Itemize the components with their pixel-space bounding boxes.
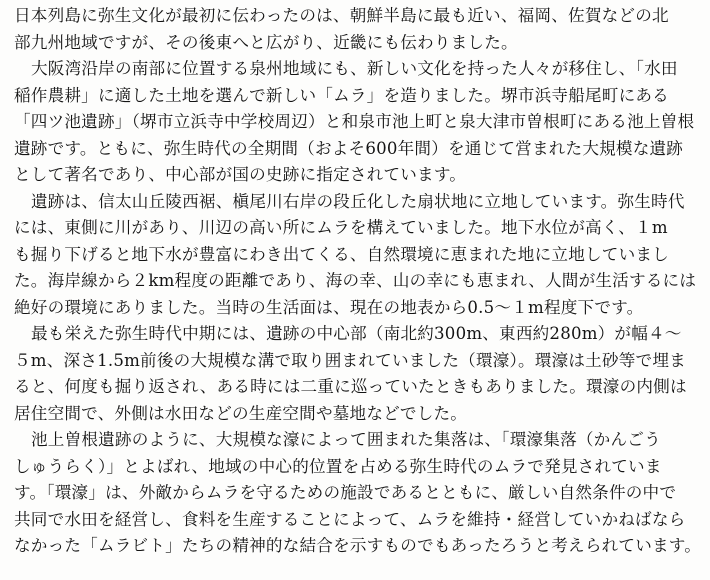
paragraph-5-line-2: しゅうらく）」とよばれ、地域の中心的位置を占める弥生時代のムラで発見されていま — [14, 456, 662, 476]
paragraph-3-line-2: には、東側に川があり、川辺の高い所にムラを構えていました。地下水位が高く、１m — [14, 218, 668, 237]
paragraph-4-line-1: 最も栄えた弥生時代中期には、遺跡の中心部（南北約300m、東西約280m）が幅４～ — [31, 324, 682, 343]
paragraph-1-line-2: 部九州地域ですが、その後東へと広がり、近畿にも伝わりました。 — [14, 32, 518, 52]
paragraph-3 — [14, 189, 704, 322]
paragraph-2-line-5: として著名であり、中心部が国の史跡に指定されています。 — [14, 165, 467, 184]
paragraph-4-line-4: 居住空間で、外側は水田などの生産空間や墓地などでした。 — [14, 403, 468, 423]
paragraph-2-line-1: 大阪湾沿岸の南部に位置する泉州地域にも、新しい文化を持った人々が移住し、「水田 — [31, 59, 678, 78]
paragraph-4 — [14, 321, 704, 427]
paragraph-5-line-1: 池上曽根遺跡のように、大規模な濠によって囲まれた集落は、「環濠集落（かんごう — [31, 430, 661, 449]
paragraph-5-line-3: す。「環濠」は、外敵からムラを守るための施設であるとともに、厳しい自然条件の中で — [14, 483, 677, 502]
paragraph-2-line-4: 遺跡です。ともに、弥生時代の全期間（およそ600年間）を通じて営まれた大規模な遺跡 — [14, 138, 684, 158]
paragraph-4-line-2: ５m、深さ1.5m前後の大規模な溝で取り囲まれていました（環濠）。環濠は土砂等で埋ま — [14, 350, 686, 370]
paragraph-2 — [14, 56, 704, 189]
paragraph-3-line-1: 遺跡は、信太山丘陵西裾、槇尾川右岸の段丘化した扇状地に立地しています。弥生時代 — [31, 191, 685, 211]
paragraph-3-line-5: 絶好の環境にありました。当時の生活面は、現在の地表から0.5～１m程度下です。 — [14, 297, 644, 317]
paragraph-3-line-4: た。海岸線から２km程度の距離であり、海の幸、山の幸にも恵まれ、人間が生活するには — [14, 271, 697, 290]
paragraph-5 — [14, 427, 704, 560]
paragraph-5-line-5: なかった「ムラビト」たちの精神的な結合を示すものでもあったろうと考えられています。 — [14, 536, 702, 555]
paragraph-5-line-4: 共同で水田を経営し、食料を生産することによって、ムラを維持・経営していかねばなら — [14, 509, 686, 529]
paragraph-2-line-2: 稲作農耕」に適した土地を選んで新しい「ムラ」を造りました。堺市浜寺船尾町にある — [14, 85, 669, 105]
paragraph-2-line-3: 「四ツ池遺跡」（堺市立浜寺中学校周辺）と和泉市池上町と泉大津市曽根町にある池上曽根 — [14, 112, 695, 131]
paragraph-1 — [14, 3, 704, 56]
paragraph-3-line-3: も掘り下げると地下水が豊富にわき出てくる、自然環境に恵まれた地に立地していまし — [14, 244, 669, 264]
paragraph-4-line-3: ると、何度も掘り返され、ある時には二重に巡っていたときもありました。環濠の内側は — [14, 377, 687, 396]
document-text — [14, 3, 704, 560]
paragraph-1-line-1: 日本列島に弥生文化が最初に伝わったのは、朝鮮半島に最も近い、福岡、佐賀などの北 — [14, 6, 669, 25]
